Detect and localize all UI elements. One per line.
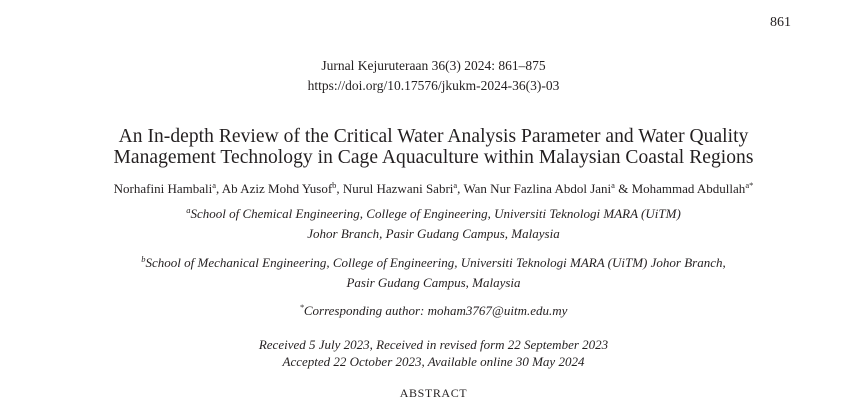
author-affiliation-marker: a [453, 180, 458, 190]
author-separator: & [614, 181, 632, 196]
author-list [0, 181, 867, 197]
corresponding-author-text: Corresponding author: moham3767@uitm.edu.my [303, 303, 568, 318]
doi-link[interactable]: https://doi.org/10.17576/jkukm-2024-36(3)-03 [307, 78, 560, 93]
author-affiliation-marker: a [212, 180, 216, 190]
affiliation-b-line-2: Pasir Gudang Campus, Malaysia [346, 274, 521, 290]
author-name: Norhafini Hambali [113, 181, 213, 196]
journal-header [0, 56, 867, 96]
author-separator: , [336, 181, 343, 196]
affiliation-a [0, 204, 867, 243]
affiliation-marker: b [141, 254, 146, 264]
paper-title [0, 126, 867, 168]
abstract-heading: ABSTRACT [399, 386, 468, 400]
paper-title-line-1: An In-depth Review of the Critical Water Analysis Parameter and Water Quality [118, 126, 749, 147]
author-separator: , [457, 181, 464, 196]
author-name: Ab Aziz Mohd Yusof [221, 181, 333, 196]
author [222, 181, 337, 196]
author [632, 181, 754, 196]
affiliation-marker: a [186, 205, 191, 215]
corresponding-marker: * [299, 302, 304, 312]
affiliation-a-line-2: Johor Branch, Pasir Gudang Campus, Malaysia [307, 225, 560, 241]
accepted-dates: Accepted 22 October 2023, Available online 30 May 2024 [282, 354, 585, 369]
author [114, 181, 216, 196]
author-affiliation-marker: a* [745, 180, 754, 190]
author-name: Nurul Hazwani Sabri [342, 181, 454, 196]
author [343, 181, 457, 196]
paper-title-line-2: Management Technology in Cage Aquaculture within Malaysian Coastal Regions [113, 147, 754, 168]
affiliation-b [0, 253, 867, 292]
page-number: 861 [770, 15, 791, 30]
author-separator: , [216, 181, 222, 196]
author-affiliation-marker: a [611, 180, 615, 190]
affiliation-text: School of Chemical Engineering, College of Engineering, Universiti Teknologi MARA (UiTM) [190, 206, 681, 221]
corresponding-author [0, 303, 867, 319]
author [463, 181, 615, 196]
received-dates: Received 5 July 2023, Received in revised form 22 September 2023 [258, 337, 609, 352]
affiliation-text: School of Mechanical Engineering, College of Engineering, Universiti Teknologi MARA (UiTM) Johor Branch, [145, 255, 726, 270]
author-name: Wan Nur Fazlina Abdol Jani [463, 181, 612, 196]
author-name: Mohammad Abdullah [631, 181, 746, 196]
journal-citation: Jurnal Kejuruteraan 36(3) 2024: 861–875 [321, 58, 546, 73]
author-affiliation-marker: b [332, 180, 337, 190]
publication-dates [0, 336, 867, 370]
affiliation-b-line-1 [0, 253, 867, 273]
affiliation-a-line-1 [0, 204, 867, 224]
